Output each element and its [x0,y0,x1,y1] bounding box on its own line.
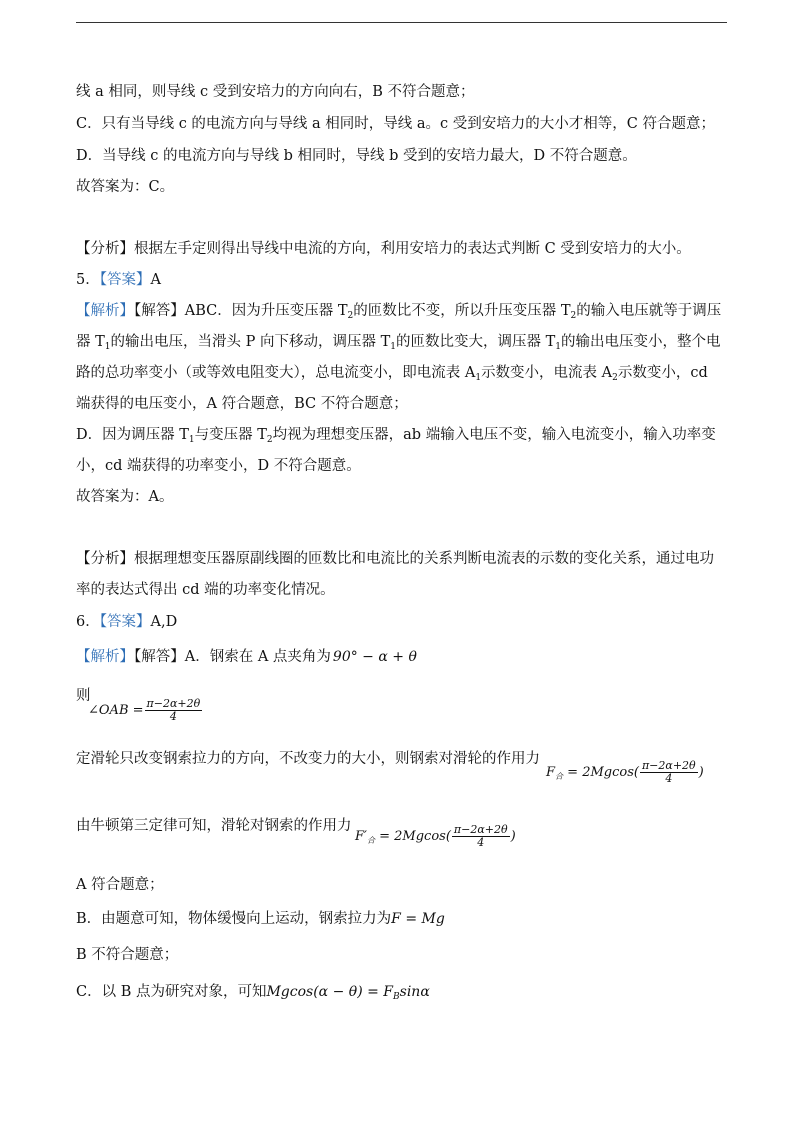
q5-solution-line: 端获得的电压变小，A 符合题意，BC 不符合题意； [76,396,408,412]
angle-oab-formula: ∠OAB = $\frac{\pi-2\alpha+2\theta}{4}$ [88,697,201,723]
header-rule [76,22,727,23]
equilibrium-formula: $Mgcos(\alpha - \theta) = F_B\sin\alpha$ [266,984,430,1002]
q5-answer: A [150,272,161,288]
reaction-force-formula: $F'_合 = 2Mgcos$( $\frac{\pi-2\alpha+2\theta}{4}$ ) [355,823,516,849]
analysis-line: 【分析】根据左手定则得出导线中电流的方向，利用安培力的表达式判断 C 受到安培力的大小。 [76,241,691,257]
text-line: D．当导线 c 的电流方向与导线 b 相同时，导线 b 受到的安培力最大，D 不符合题意。 [76,148,637,164]
q5-number: 5． [76,272,100,288]
jiexi-tag: 【解析】 [76,303,134,319]
q6-answer: A,D [150,614,178,630]
pulley-force-formula: $F_合 = 2Mgcos$( $\frac{\pi-2\alpha+2\theta}{4}$ ) [546,759,704,785]
q6-solution-line: C．以 B 点为研究对象，可知$Mgcos(\alpha - \theta) = F_B\sin\alpha$ [76,984,430,1002]
text-line: 故答案为：C。 [76,179,175,195]
q6-answer-line [76,612,177,632]
q5-solution-line: 器 $T_1$的输出电压，当滑头 P 向下移动，调压器 $T_1$的匝数比变大，调压器 $T_1$的输出电压变小，整个电 [76,334,721,352]
q6-number: 6． [76,614,100,630]
q5-conclusion: 故答案为：A。 [76,489,174,505]
q6-solution-line: 由牛顿第三定律可知，滑轮对钢索的作用力 [76,818,352,834]
text-line: 线 a 相同，则导线 c 受到安培力的方向向右，B 不符合题意； [76,84,475,100]
answer-tag: 【答案】 [99,272,151,288]
text-line: C．只有当导线 c 的电流方向与导线 a 相同时，导线 a。c 受到安培力的大小才相等，C 符合题意； [76,116,715,132]
q6-solution-line: A 符合题意； [76,877,164,893]
q5-solution-line: 路的总功率变小（或等效电阻变大），总电流变小，即电流表 $A_1$示数变小，电流表 $A_2$示数变小，cd [76,365,708,383]
tension-formula: F = Mg [391,911,445,927]
answer-tag: 【答案】 [99,614,151,630]
q5-solution-line: D．因为调压器 $T_1$与变压器 $T_2$均视为理想变压器，ab 端输入电压不变，输入电流变小，输入功率变 [76,427,716,445]
q6-solution-line: 定滑轮只改变钢索拉力的方向，不改变力的大小，则钢索对滑轮的作用力 [76,751,540,767]
angle-expression: 90° − α + θ [332,649,417,665]
q5-solution-line: 小，cd 端获得的功率变小，D 不符合题意。 [76,458,361,474]
q6-ze: 则 [76,688,91,704]
q6-solution-line: B 不符合题意； [76,947,179,963]
q6-solution-line: 【解析】【解答】A．钢索在 A 点夹角为 90° − α + θ [76,649,417,665]
q5-answer-line [76,270,161,290]
q5-analysis-line: 【分析】根据理想变压器原副线圈的匝数比和电流比的关系判断电流表的示数的变化关系，通过电功 [76,551,714,567]
q5-analysis-line: 率的表达式得出 cd 端的功率变化情况。 [76,582,335,598]
q6-solution-line: B．由题意可知，物体缓慢向上运动，钢索拉力为F = Mg [76,911,445,927]
jiexi-tag: 【解析】 [76,649,134,665]
q5-solution-line: 【解析】【解答】ABC．因为升压变压器 $T_2$的匝数比不变，所以升压变压器 $T_2$的输入电压就等于调压 [76,303,722,321]
